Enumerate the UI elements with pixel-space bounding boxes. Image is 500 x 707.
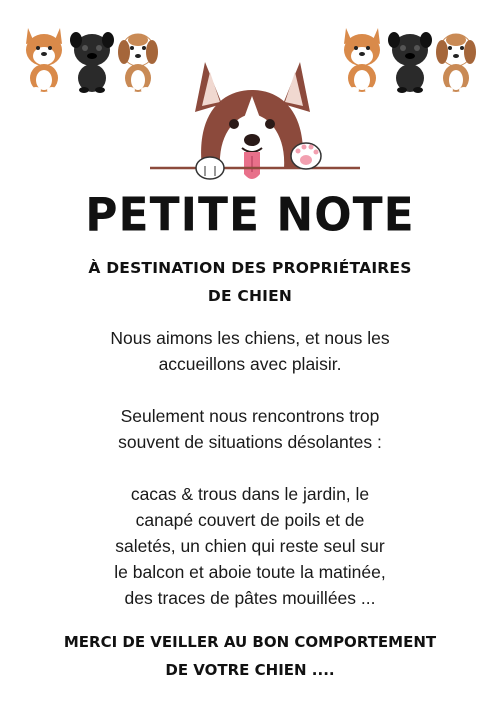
paw-icon (291, 143, 321, 169)
text-line: souvent de situations désolantes : (118, 432, 382, 452)
paragraph (40, 325, 460, 377)
page-title: PETITE NOTE (85, 188, 415, 243)
text-line: des traces de pâtes mouillées ... (124, 588, 376, 608)
text-line: Seulement nous rencontrons trop (120, 406, 380, 426)
pug-dog-icon (70, 32, 114, 93)
text-line: accueillons avec plaisir. (158, 354, 342, 374)
dog-group-left (22, 22, 162, 94)
paragraph (40, 481, 460, 611)
footer-line: MERCI DE VEILLER AU BON COMPORTEMENT (63, 633, 437, 651)
husky-dog-icon (150, 56, 360, 186)
text-line: cacas & trous dans le jardin, le (130, 484, 370, 504)
subtitle-line: DE CHIEN (207, 287, 293, 305)
text-line: Nous aimons les chiens, et nous les (110, 328, 390, 348)
text-line: le balcon et aboie toute la matinée, (114, 562, 386, 582)
dog-group-right (340, 22, 480, 94)
shiba-dog-icon (26, 28, 62, 93)
pug-dog-icon (388, 32, 432, 93)
text-line: saletés, un chien qui reste seul sur (115, 536, 385, 556)
footer-note (0, 628, 500, 684)
paragraph (40, 403, 460, 455)
beagle-dog-icon (436, 34, 476, 93)
subtitle (0, 254, 500, 310)
body-text (40, 325, 460, 637)
footer-line: DE VOTRE CHIEN .... (165, 661, 335, 679)
text-line: canapé couvert de poils et de (135, 510, 365, 530)
subtitle-line: À DESTINATION DES PROPRIÉTAIRES (88, 259, 412, 277)
paw-icon (196, 157, 224, 179)
